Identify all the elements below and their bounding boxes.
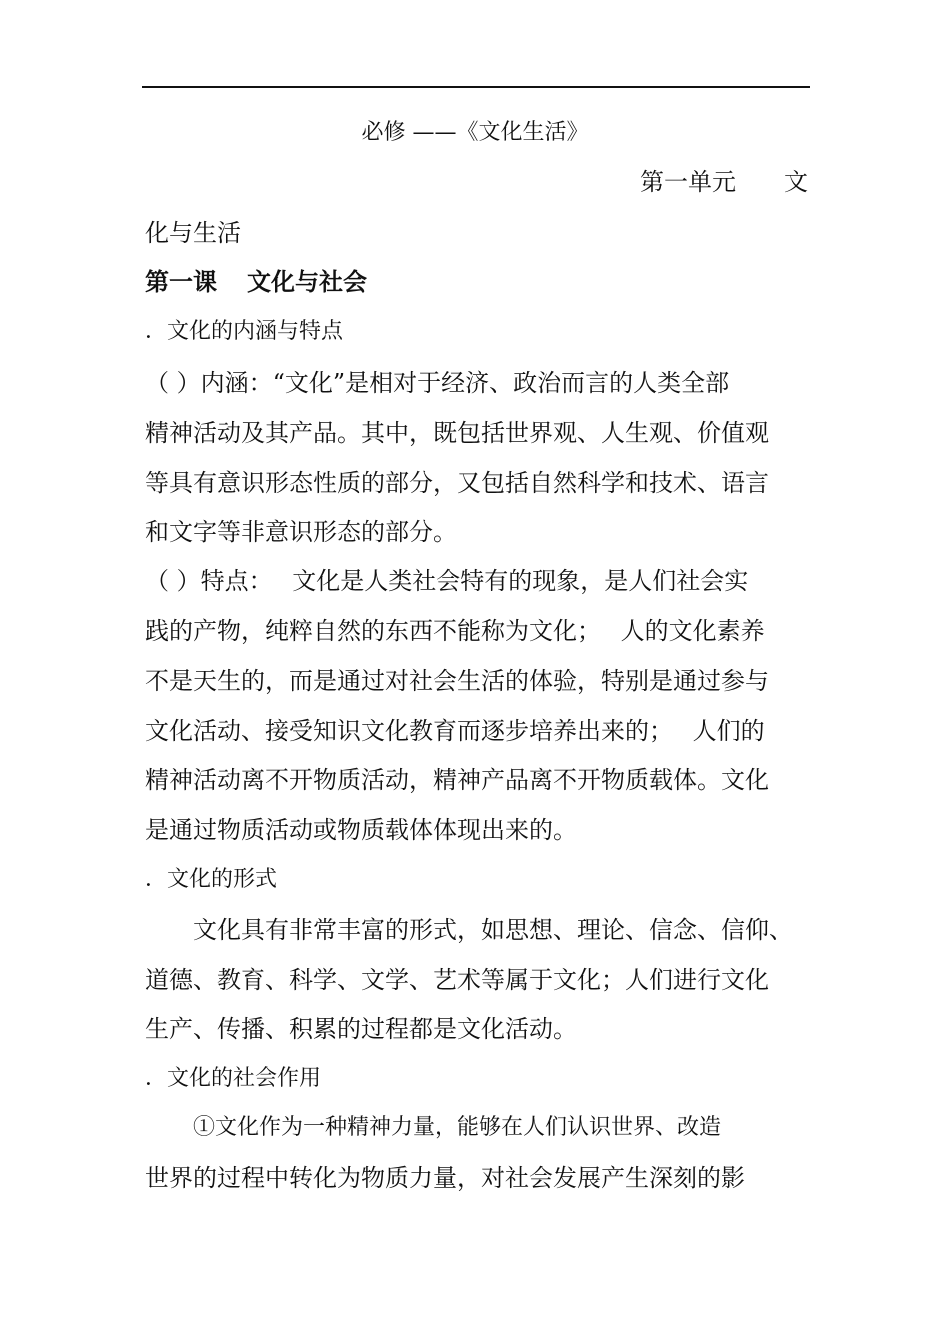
lesson-title [145,267,367,297]
paragraph-line: 文化活动、接受知识文化教育而逐步培养出来的； 人们的 [145,717,765,745]
paragraph-line: 不是天生的，而是通过对社会生活的体验，特别是通过参与 [145,667,769,695]
paragraph-line: 精神活动及其产品。其中，既包括世界观、人生观、价值观 [145,419,769,447]
paragraph-line: 道德、教育、科学、文学、艺术等属于文化；人们进行文化 [145,966,769,994]
paragraph-line: 和文字等非意识形态的部分。 [145,518,457,546]
paragraph-line: 是通过物质活动或物质载体体现出来的。 [145,816,577,844]
paragraph-line: （ ）特点： 文化是人类社会特有的现象，是人们社会实 [145,567,749,595]
paragraph-line: ①文化作为一种精神力量，能够在人们认识世界、改造 [193,1115,722,1140]
section-heading-forms: ．文化的形式 [145,867,278,892]
lesson-name: 文化与社会 [247,268,367,296]
section-heading-meaning: ．文化的内涵与特点 [145,319,344,344]
unit-title-part2: 化与生活 [145,219,241,247]
section-heading-function: ．文化的社会作用 [145,1066,322,1091]
document-title: 必修 ——《文化生活》 [361,120,589,145]
paragraph-line: 生产、传播、积累的过程都是文化活动。 [145,1015,577,1043]
paragraph-line: 等具有意识形态性质的部分，又包括自然科学和技术、语言 [145,469,769,497]
header-rule [142,86,810,88]
unit-title-part1: 第一单元 文 [640,168,808,196]
paragraph-line: 文化具有非常丰富的形式，如思想、理论、信念、信仰、 [193,916,793,944]
paragraph-line: （ ）内涵：“文化”是相对于经济、政治而言的人类全部 [145,369,730,397]
paragraph-line: 践的产物，纯粹自然的东西不能称为文化； 人的文化素养 [145,617,765,645]
paragraph-line: 精神活动离不开物质活动，精神产品离不开物质载体。文化 [145,766,769,794]
paragraph-line: 世界的过程中转化为物质力量，对社会发展产生深刻的影 [145,1164,745,1192]
lesson-number: 第一课 [145,268,217,296]
